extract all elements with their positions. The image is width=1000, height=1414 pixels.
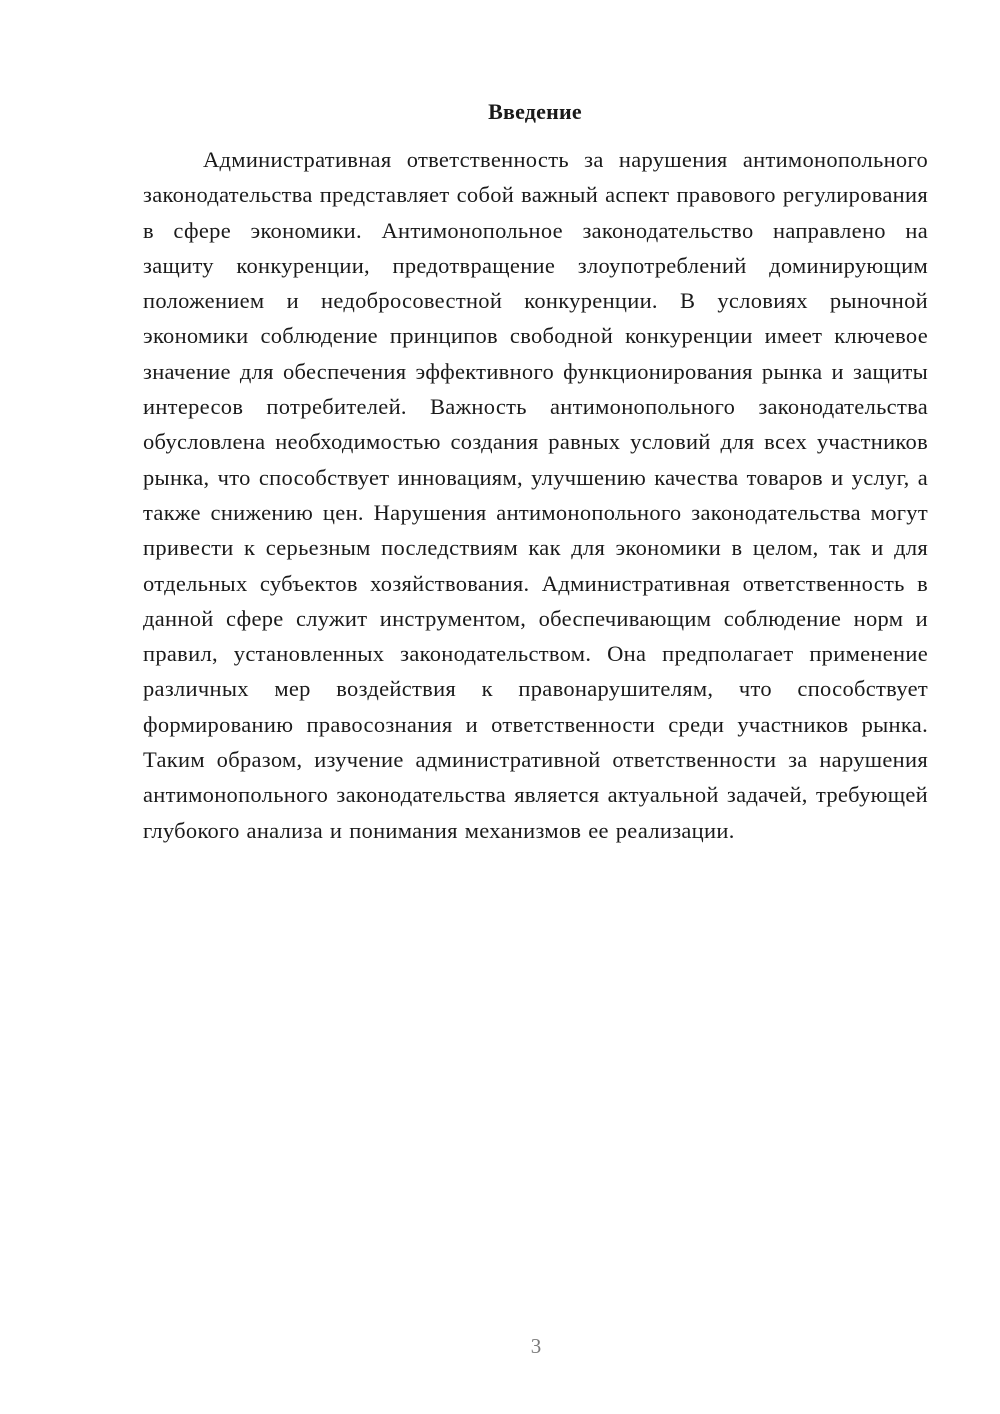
body-paragraph: Административная ответственность за нарушения антимонопольного законодательства представляет собой важный аспект правового регулирования в сфере экономики. Антимонопольное законодательство направлено на защиту конкуренции, предотвращение злоупотреблений доминирующим положением и недобросовестной конкуренции. В условиях рыночной экономики соблюдение принципов свободной конкуренции имеет ключевое значение для обеспечения эффективного функционирования рынка и защиты интересов потребителей. Важность антимонопольного законодательства обусловлена необходимостью создания равных условий для всех участников рынка, что способствует инновациям, улучшению качества товаров и услуг, а также снижению цен. Нарушения антимонопольного законодательства могут привести к серьезным последствиям как для экономики в целом, так и для отдельных субъектов хозяйствования. Административная ответственность в данной сфере служит инструментом, обеспечивающим соблюдение норм и правил, установленных законодательством. Она предполагает применение различных мер воздействия к правонарушителям, что способствует формированию правосознания и ответственности среди участников рынка. Таким образом, изучение административной ответственности за нарушения антимонопольного законодательства является актуальной задачей, требующей глубокого анализа и понимания механизмов ее реализации. [143,147,928,843]
page-number: 3 [530,1334,542,1358]
section-heading: Введение [488,99,582,124]
